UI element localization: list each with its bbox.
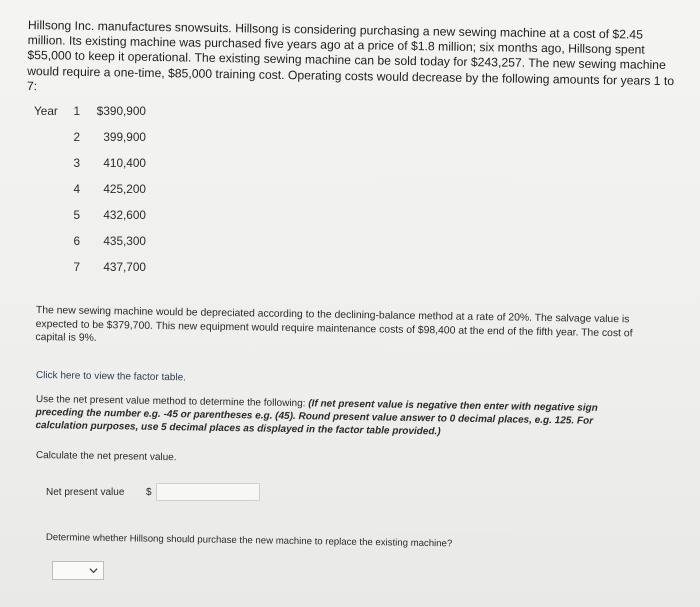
instructions-lead: Use the net present value method to determine the following: xyxy=(35,394,306,410)
year-number: 4 xyxy=(73,182,80,196)
operating-cost-row xyxy=(34,234,164,260)
instructions-rounding-note: (If net present value is negative then enter with negative sign preceding the number e.g. -45 or parentheses e.g. (45). Round present value answer to 0 decimal places, e.g. 125. For calculation purposes, use 5 decimal places as displayed in the factor table provided.) xyxy=(35,398,598,437)
year-number: 6 xyxy=(73,234,80,248)
cost-reduction-amount: 435,300 xyxy=(103,234,146,248)
operating-cost-row xyxy=(34,156,164,182)
instructions xyxy=(35,394,636,442)
npv-label: Net present value xyxy=(46,487,125,498)
year-label: Year xyxy=(34,104,58,118)
calculate-npv-prompt: Calculate the net present value. xyxy=(35,450,177,464)
npv-row xyxy=(46,482,286,510)
year-number: 2 xyxy=(73,130,80,144)
operating-cost-row xyxy=(34,260,164,286)
chevron-down-icon xyxy=(89,566,98,575)
operating-cost-table xyxy=(34,104,164,286)
year-number: 3 xyxy=(73,156,80,170)
operating-cost-row xyxy=(34,182,164,208)
factor-table-link[interactable]: Click here to view the factor table. xyxy=(35,370,187,384)
cost-reduction-amount: 437,700 xyxy=(103,260,146,274)
operating-cost-row xyxy=(34,208,164,234)
depreciation-text: The new sewing machine would be depreciated according to the declining-balance method at a rate of 20%. The salvage value is expected to be $379,700. This new equipment would require maintenance costs of $98,400 at the end of the fifth year. The cost of capital is 9%. xyxy=(35,304,633,345)
operating-cost-row xyxy=(34,104,164,130)
problem-statement: Hillsong Inc. manufactures snowsuits. Hillsong is considering purchasing a new sewing machine at a cost of $2.45 million. Its existing machine was purchased five years ago at a price of $1.8 million; six months ago, Hillsong spent $55,000 to keep it operational. The existing sewing machine can be sold today for $243,257. The new sewing machine would require a one-time, $85,000 training cost. Operating costs would decrease by the following amounts for years 1 to 7: xyxy=(26,18,675,93)
year-number: 5 xyxy=(73,208,80,222)
cost-reduction-amount: 410,400 xyxy=(103,156,146,170)
decision-dropdown[interactable] xyxy=(52,561,104,580)
operating-cost-row xyxy=(34,130,164,156)
currency-symbol: $ xyxy=(146,487,152,498)
cost-reduction-amount: 399,900 xyxy=(103,130,146,144)
cost-reduction-amount: 432,600 xyxy=(103,208,146,222)
cost-reduction-amount: $390,900 xyxy=(96,104,146,118)
npv-input[interactable] xyxy=(156,483,260,501)
cost-reduction-amount: 425,200 xyxy=(103,182,146,196)
decision-prompt: Determine whether Hillsong should purchase the new machine to replace the existing machine? xyxy=(45,532,453,550)
year-number: 1 xyxy=(73,104,80,118)
year-number: 7 xyxy=(73,260,80,274)
